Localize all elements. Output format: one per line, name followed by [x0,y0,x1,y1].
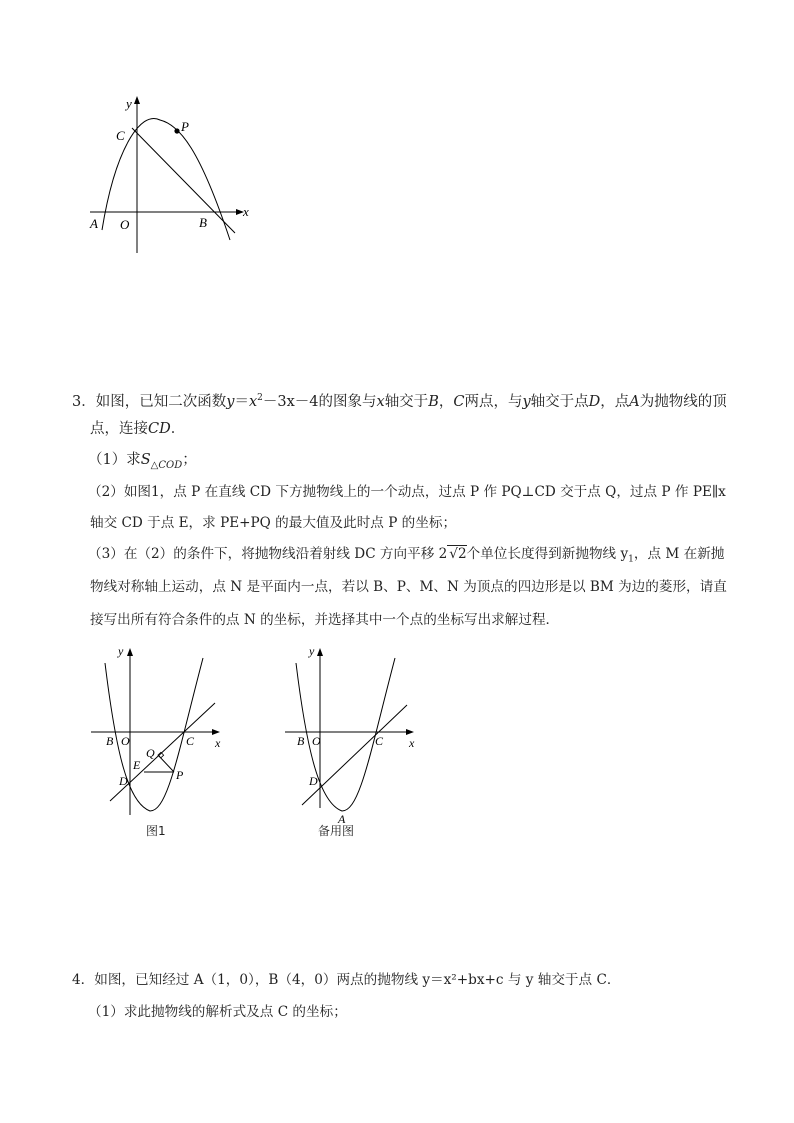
label-e: E [133,758,141,772]
label-x: x [243,204,249,219]
point-p [174,128,179,133]
problem3-question3-line1: （3）在（2）的条件下，将抛物线沿着射线 DC 方向平移 2 √2个单位长度得到新抛物线 $y_1$，点 M 在新抛 [88,546,725,565]
label-d: D [119,774,128,788]
label-o: O [120,217,130,232]
line-bc [132,128,235,233]
problem4-question1: （1）求此抛物线的解析式及点 C 的坐标； [88,1004,347,1020]
problem3-question1: （1）求$S_{\triangle COD}$； [88,452,197,471]
y-axis-arrow-icon [317,648,323,656]
y-axis-arrow-icon [134,96,140,104]
line-dc [302,705,407,805]
spare-figure [282,643,432,828]
problem3-question3-line2: 物线对称轴上运动，点 N 是平面内一点，若以 B、P、M、N 为顶点的四边形是以 BM 为边的菱形，请直 [90,579,727,595]
label-x: x [215,736,221,750]
sqrt-icon: √2 [449,546,467,562]
label-q: Q [146,746,155,760]
x-axis-arrow-icon [406,729,414,735]
x-axis-arrow-icon [212,729,220,735]
label-b: B [297,734,305,748]
label-y: y [126,96,132,111]
label-p: P [176,768,184,782]
label-y: y [118,644,124,658]
label-b: B [199,215,207,230]
label-a: A [90,216,98,231]
label-b: B [106,734,114,748]
problem3-question2-line1: （2）如图1，点 P 在直线 CD 下方抛物线上的一个动点，过点 P 作 PQ⊥CD 交于点 Q，过点 P 作 PE∥x [88,484,726,500]
figure-1 [88,643,238,818]
label-y: y [309,644,315,658]
label-c: C [375,734,384,748]
problem3-line1: 3．如图，已知二次函数$y=x^2-3x-4$的图象与x轴交于B，C两点，与y轴交于点D，点A为抛物线的顶 [72,393,727,410]
problem3-question2-line2: 轴交 CD 于点 E，求 PE+PQ 的最大值及此时点 P 的坐标； [90,515,457,531]
label-o: O [312,734,321,748]
top-parabola-figure [80,90,260,265]
y-axis-arrow-icon [127,648,133,656]
label-a: A [338,812,346,826]
label-c: C [116,128,125,143]
spare-figure-caption: 备用图 [318,824,355,838]
label-c: C [186,734,195,748]
problem4-line1: 4．如图，已知经过 A（1，0），B（4，0）两点的抛物线 y＝x²+bx+c 与 y 轴交于点 C． [72,972,621,988]
label-p: P [181,119,189,134]
problem3-question3-line3: 接写出所有符合条件的点 N 的坐标，并选择其中一个点的坐标写出求解过程． [90,612,560,628]
problem3-line2: 点，连接CD． [90,421,186,437]
figure-1-caption: 图1 [146,824,166,838]
label-d: D [309,774,318,788]
label-o: O [121,734,130,748]
label-x: x [409,736,415,750]
